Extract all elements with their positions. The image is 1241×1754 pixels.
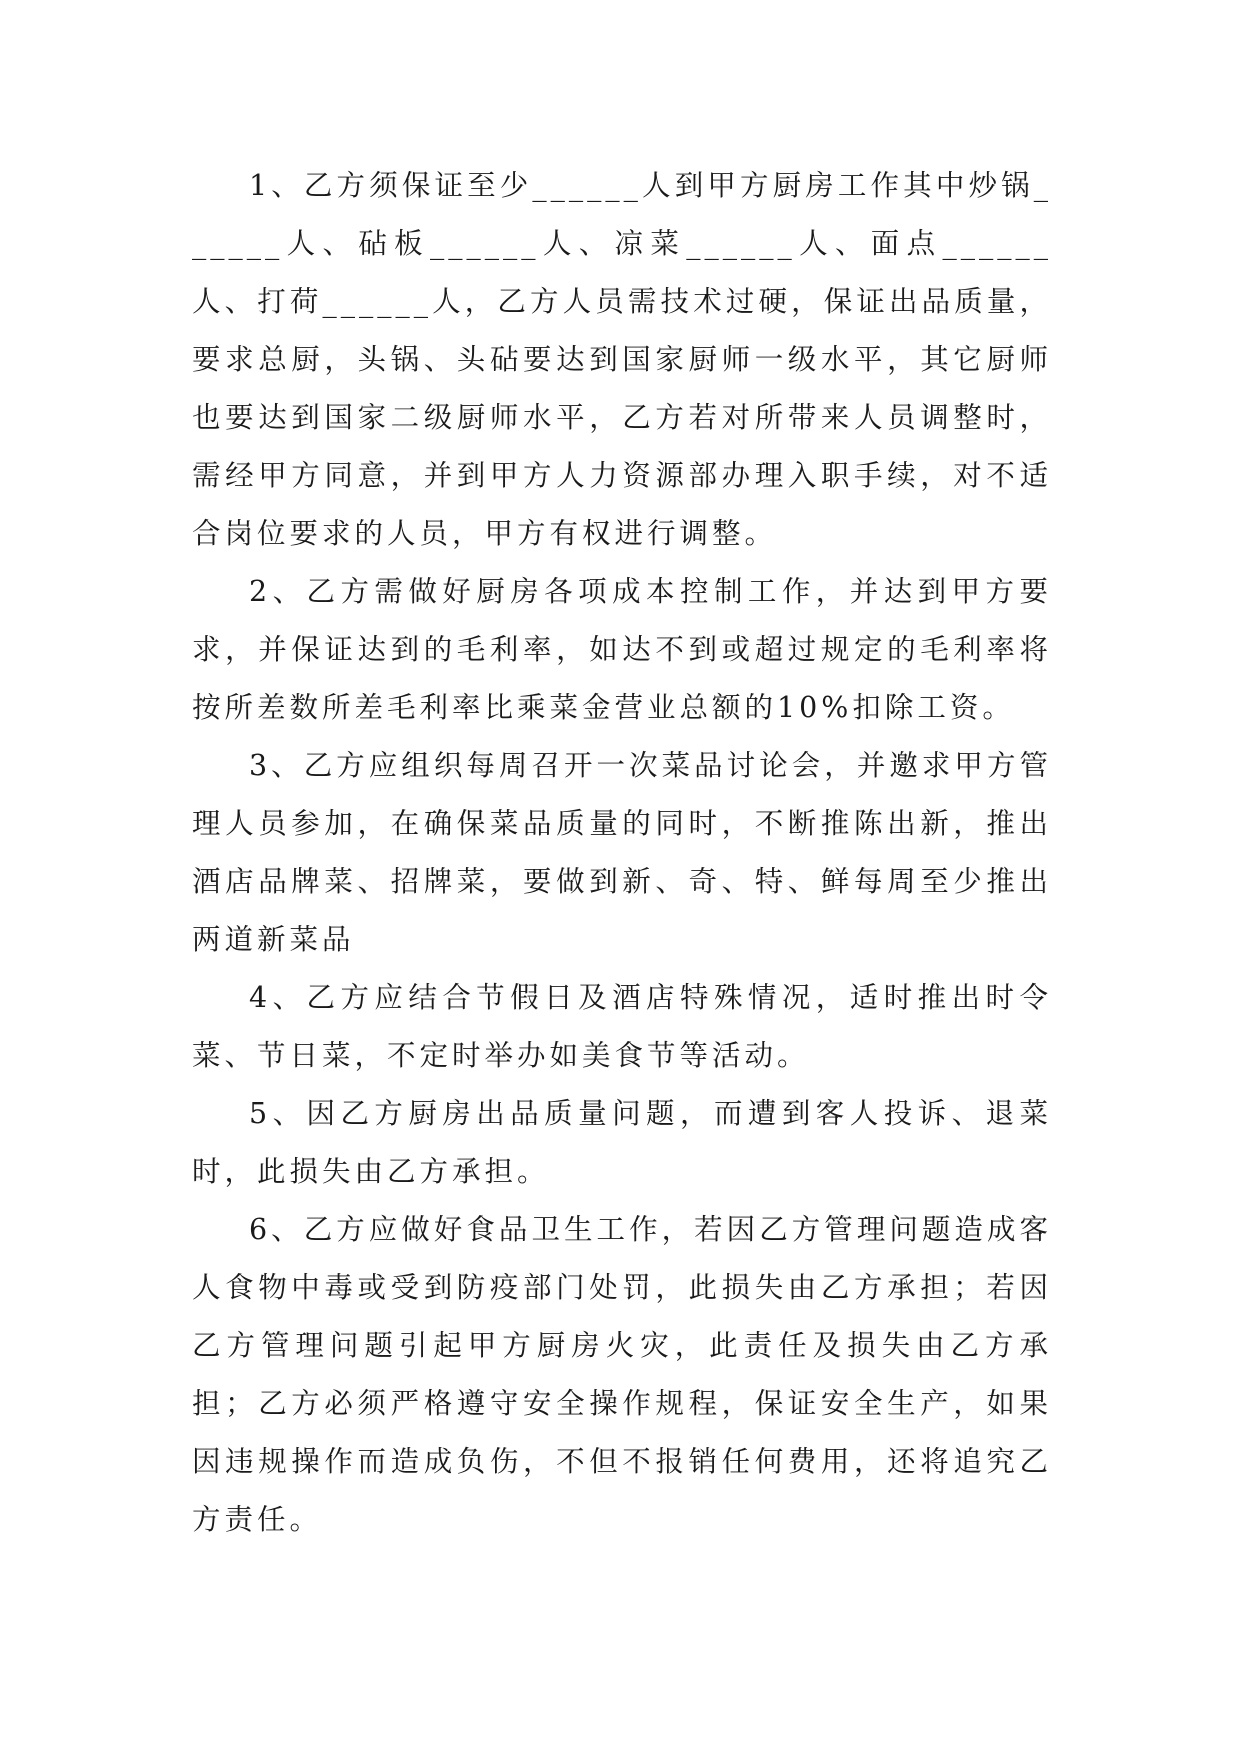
clause-4-paragraph: 4、乙方应结合节假日及酒店特殊情况，适时推出时令菜、节日菜，不定时举办如美食节等活动。 xyxy=(192,981,1052,1072)
clause-6-paragraph: 6、乙方应做好食品卫生工作，若因乙方管理问题造成客人食物中毒或受到防疫部门处罚，此损失由乙方承担；若因乙方管理问题引起甲方厨房火灾，此责任及损失由乙方承担；乙方必须严格遵守安全操作规程，保证安全生产，如果因违规操作而造成负伤，不但不报销任何费用，还将追究乙方责任。 xyxy=(192,1213,1052,1536)
clause-2-paragraph: 2、乙方需做好厨房各项成本控制工作，并达到甲方要求，并保证达到的毛利率，如达不到或超过规定的毛利率将按所差数所差毛利率比乘菜金营业总额的10%扣除工资。 xyxy=(192,575,1052,724)
clause-1-paragraph: 1、乙方须保证至少______人到甲方厨房工作其中炒锅______人、砧板______人、凉菜______人、面点______人、打荷______人，乙方人员需技术过硬，保证出品质量，要求总厨，头锅、头砧要达到国家厨师一级水平，其它厨师也要达到国家二级厨师水平，乙方若对所带来人员调整时，需经甲方同意，并到甲方人力资源部办理入职手续，对不适合岗位要求的人员，甲方有权进行调整。 xyxy=(192,169,1052,550)
clause-5-paragraph: 5、因乙方厨房出品质量问题，而遭到客人投诉、退菜时，此损失由乙方承担。 xyxy=(192,1097,1052,1188)
document-page xyxy=(192,157,1052,1637)
clause-3-paragraph: 3、乙方应组织每周召开一次菜品讨论会，并邀求甲方管理人员参加，在确保菜品质量的同时，不断推陈出新，推出酒店品牌菜、招牌菜，要做到新、奇、特、鲜每周至少推出两道新菜品 xyxy=(192,749,1052,956)
